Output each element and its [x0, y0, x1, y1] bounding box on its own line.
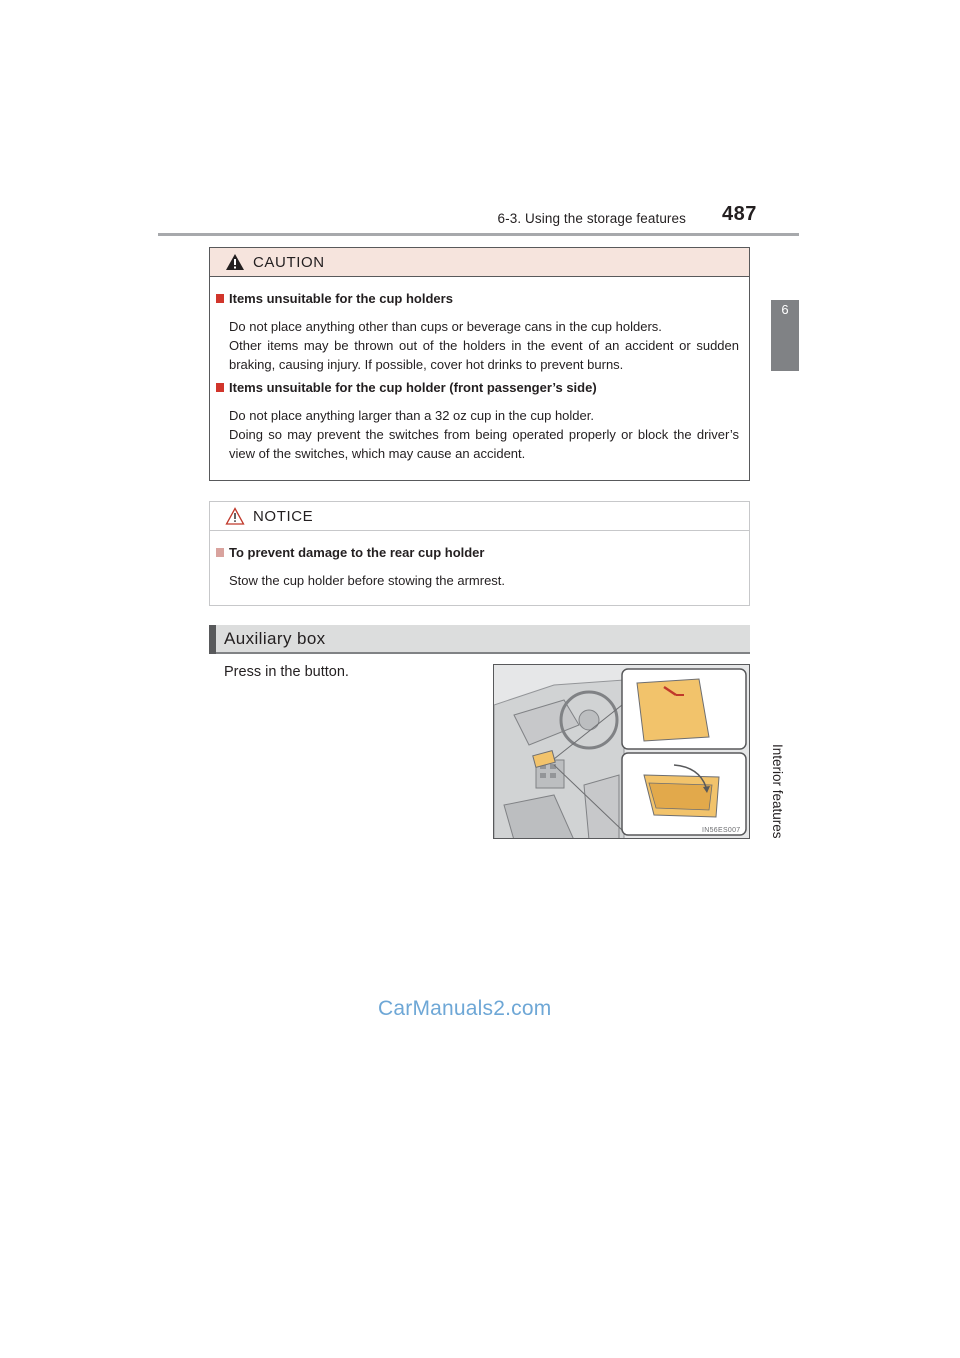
notice-title: NOTICE: [253, 508, 314, 525]
bullet-square-icon: [216, 294, 224, 303]
notice-item-body: Stow the cup holder before stowing the armrest.: [229, 573, 506, 588]
warning-triangle-icon: [225, 253, 245, 271]
caution-item-heading: Items unsuitable for the cup holders: [216, 291, 453, 306]
caution-item-body: Do not place anything other than cups or beverage cans in the cup holders. Other items may be thrown out of the holders in the event of an accident or sudden braking, causing injury. If possible, cover hot drinks to prevent burns.: [229, 319, 739, 372]
section-heading: 6-3. Using the storage features: [497, 211, 686, 226]
watermark-text: CarManuals2.com: [378, 997, 552, 1020]
chapter-side-label: Interior features: [770, 744, 785, 839]
instruction-text: Press in the button.: [224, 664, 349, 680]
illustration-code: IN56ES007: [702, 827, 741, 834]
caution-item-heading: Items unsuitable for the cup holder (front passenger’s side): [216, 380, 597, 395]
dashboard-drawing: [494, 665, 750, 839]
caution-title: CAUTION: [253, 254, 325, 271]
notice-item-heading: To prevent damage to the rear cup holder: [216, 545, 484, 560]
page-number: 487: [722, 203, 757, 225]
chapter-number: 6: [781, 302, 789, 317]
notice-box: [209, 501, 750, 606]
heading-accent: [209, 625, 216, 654]
footer-watermark: carmanualsonline.info: [540, 1330, 677, 1346]
caution-item-body: Do not place anything larger than a 32 oz cup in the cup holder. Doing so may prevent the switches from being operated properly or block the driver’s view of the switches, which may cause an accident.: [229, 408, 739, 461]
header-rule: [158, 233, 799, 236]
bullet-square-icon: [216, 383, 224, 392]
auxiliary-box-title: Auxiliary box: [224, 629, 326, 648]
auxiliary-box-illustration: [493, 664, 750, 839]
notice-header: [210, 502, 749, 531]
caution-box: [209, 247, 750, 481]
caution-header: [210, 248, 749, 277]
warning-triangle-outline-icon: [225, 507, 245, 525]
bullet-square-icon: [216, 548, 224, 557]
